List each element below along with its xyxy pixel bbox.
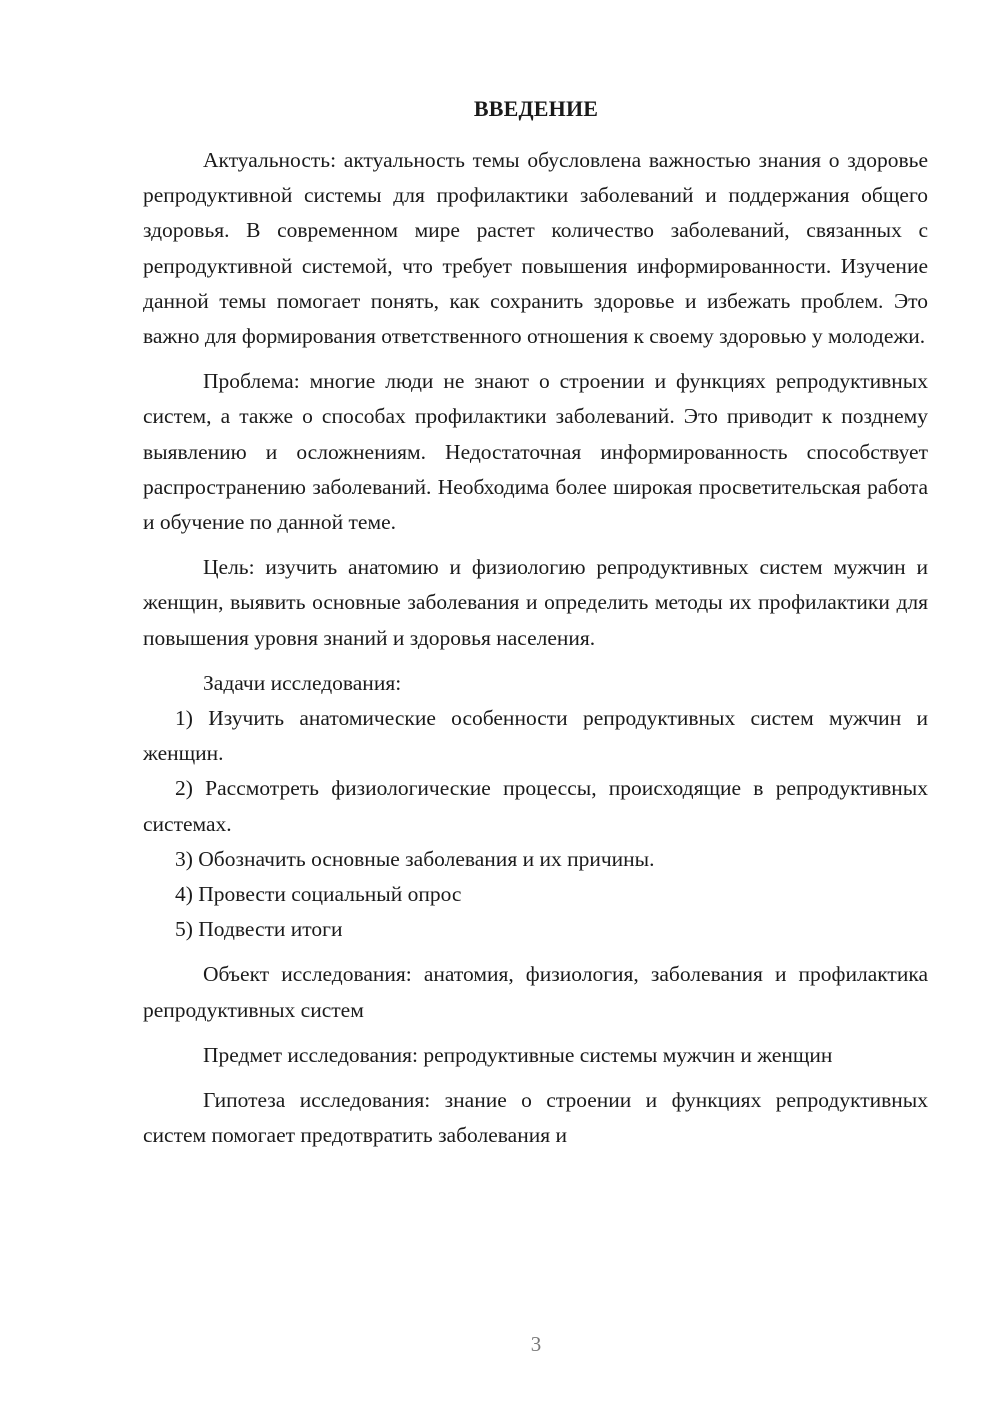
page-number: 3 xyxy=(530,1332,542,1356)
paragraph-hypothesis: Гипотеза исследования: знание о строении и функциях репродуктивных систем помогает предотвратить заболевания и xyxy=(143,1088,928,1148)
tasks-heading: Задачи исследования: xyxy=(203,670,402,695)
document-body xyxy=(143,143,928,1153)
task-item: 2) Рассмотреть физиологические процессы, происходящие в репродуктивных системах. xyxy=(143,776,928,836)
paragraph-problem: Проблема: многие люди не знают о строении и функциях репродуктивных систем, а также о способах профилактики заболеваний. Это приводит к позднему выявлению и осложнениям. Недостаточная информированность способствует распространению заболеваний. Необходима более широкая просветительская работа и обучение по данной теме. xyxy=(143,369,928,535)
task-item: 5) Подвести итоги xyxy=(175,917,343,942)
task-item: 4) Провести социальный опрос xyxy=(175,882,462,907)
page-title: ВВЕДЕНИЕ xyxy=(473,96,599,121)
paragraph-subject: Предмет исследования: репродуктивные системы мужчин и женщин xyxy=(203,1042,833,1067)
paragraph-goal: Цель: изучить анатомию и физиологию репродуктивных систем мужчин и женщин, выявить основные заболевания и определить методы их профилактики для повышения уровня знаний и здоровья населения. xyxy=(143,555,928,650)
paragraph-relevance: Актуальность: актуальность темы обусловлена важностью знания о здоровье репродуктивной системы для профилактики заболеваний и поддержания общего здоровья. В современном мире растет количество заболеваний, связанных с репродуктивной системой, что требует повышения информированности. Изучение данной темы помогает понять, как сохранить здоровье и избежать проблем. Это важно для формирования ответственного отношения к своему здоровью у молодежи. xyxy=(143,148,928,349)
task-item: 3) Обозначить основные заболевания и их причины. xyxy=(175,846,655,871)
task-item: 1) Изучить анатомические особенности репродуктивных систем мужчин и женщин. xyxy=(143,706,928,766)
paragraph-object: Объект исследования: анатомия, физиология, заболевания и профилактика репродуктивных систем xyxy=(143,962,928,1022)
